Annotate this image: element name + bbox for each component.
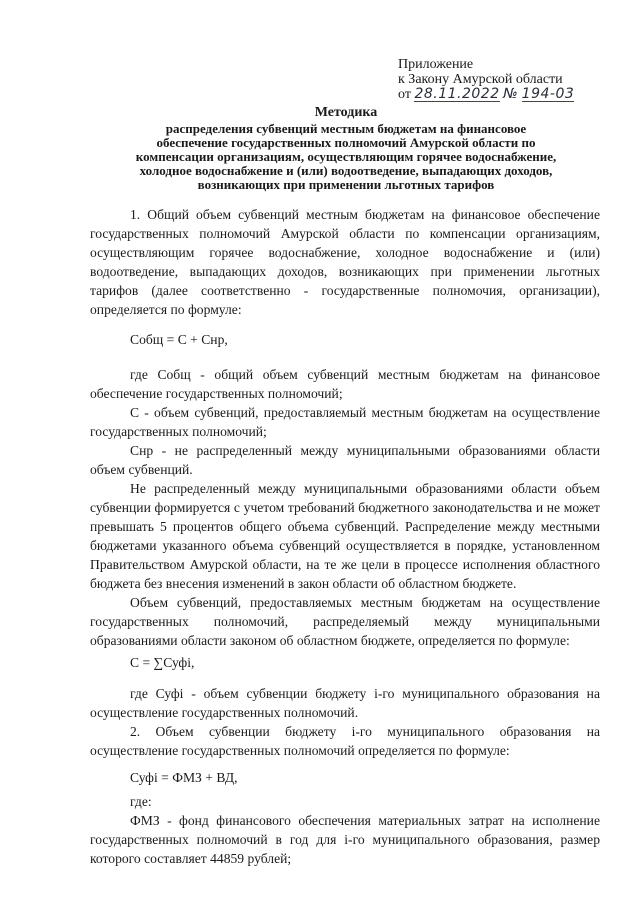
- document-title: [90, 106, 602, 192]
- paragraph-7: где Суфі - объем субвенции бюджету і-го муниципального образования на осуществление государственных полномочий.: [90, 686, 600, 720]
- annex-date-prefix: от: [398, 87, 411, 102]
- title-line-3: компенсации организациям, осуществляющим горячее водоснабжение,: [135, 149, 557, 164]
- paragraph-10: ФМЗ - фонд финансового обеспечения материальных затрат на исполнение государственных полномочий в год для і-го муниципального образования, размер которого составляет 44859 рублей;: [90, 813, 600, 866]
- title-main: Методика: [314, 105, 378, 120]
- document-body: [90, 205, 600, 868]
- formula-sum: С = ∑Суфі,: [130, 655, 195, 670]
- title-line-1: распределения субвенций местным бюджетам на финансовое: [165, 121, 527, 136]
- paragraph-1: 1. Общий объем субвенций местным бюджетам на финансовое обеспечение государственных полномочий Амурской области по компенсации организациям, осуществляющим горячее водоснабжение, холодное водоснабжение и (или) водоотведение, выпадающих доходов, возникающих при применении льготных тарифов (далее соответственно - государственные полномочия, организации), определяется по формуле:: [90, 207, 600, 317]
- annex-line-date: [398, 87, 613, 102]
- formula-municipal: Суфі = ФМЗ + ВД,: [130, 770, 238, 785]
- formula-total: Собщ = С + Снр,: [130, 332, 228, 347]
- annex-line-appendix: Приложение: [398, 57, 474, 72]
- handwritten-law-number: 194-03: [521, 86, 575, 102]
- handwritten-date: 28.11.2022: [414, 86, 500, 102]
- title-line-4: холодное водоснабжение и (или) водоотведение, выпадающих доходов,: [139, 163, 553, 178]
- paragraph-4: Снр - не распределенный между муниципальными образованиями области объем субвенций.: [90, 443, 600, 477]
- title-line-2: обеспечение государственных полномочий Амурской области по: [156, 135, 536, 150]
- paragraph-9: где:: [130, 794, 152, 809]
- paragraph-6: Объем субвенций, предоставляемых местным бюджетам на осуществление государственных полномочий, распределяемый между муниципальными образованиями области законом об областном бюджете, определяется по формуле:: [90, 595, 600, 648]
- handwritten-number-sign: №: [503, 86, 519, 102]
- paragraph-3: С - объем субвенций, предоставляемый местным бюджетам на осуществление государственных полномочий;: [90, 405, 600, 439]
- paragraph-8: 2. Объем субвенции бюджету і-го муниципального образования на осуществление государственных полномочий определяется по формуле:: [90, 724, 600, 758]
- paragraph-5: Не распределенный между муниципальными образованиями области объем субвенции формируется с учетом требований бюджетного законодательства и не может превышать 5 процентов общего объема субвенций. Распределение между местными бюджетами указанного объема субвенций осуществляется в порядке, установленном Правительством Амурской области, на те же цели в процессе исполнения областного бюджета без внесения изменений в закон области об областном бюджете.: [90, 481, 600, 591]
- paragraph-2: где Собщ - общий объем субвенций местным бюджетам на финансовое обеспечение государственных полномочий;: [90, 367, 600, 401]
- title-line-5: возникающих при применении льготных тарифов: [197, 177, 495, 192]
- annex-header: [398, 57, 613, 102]
- annex-line-law: к Закону Амурской области: [398, 72, 563, 87]
